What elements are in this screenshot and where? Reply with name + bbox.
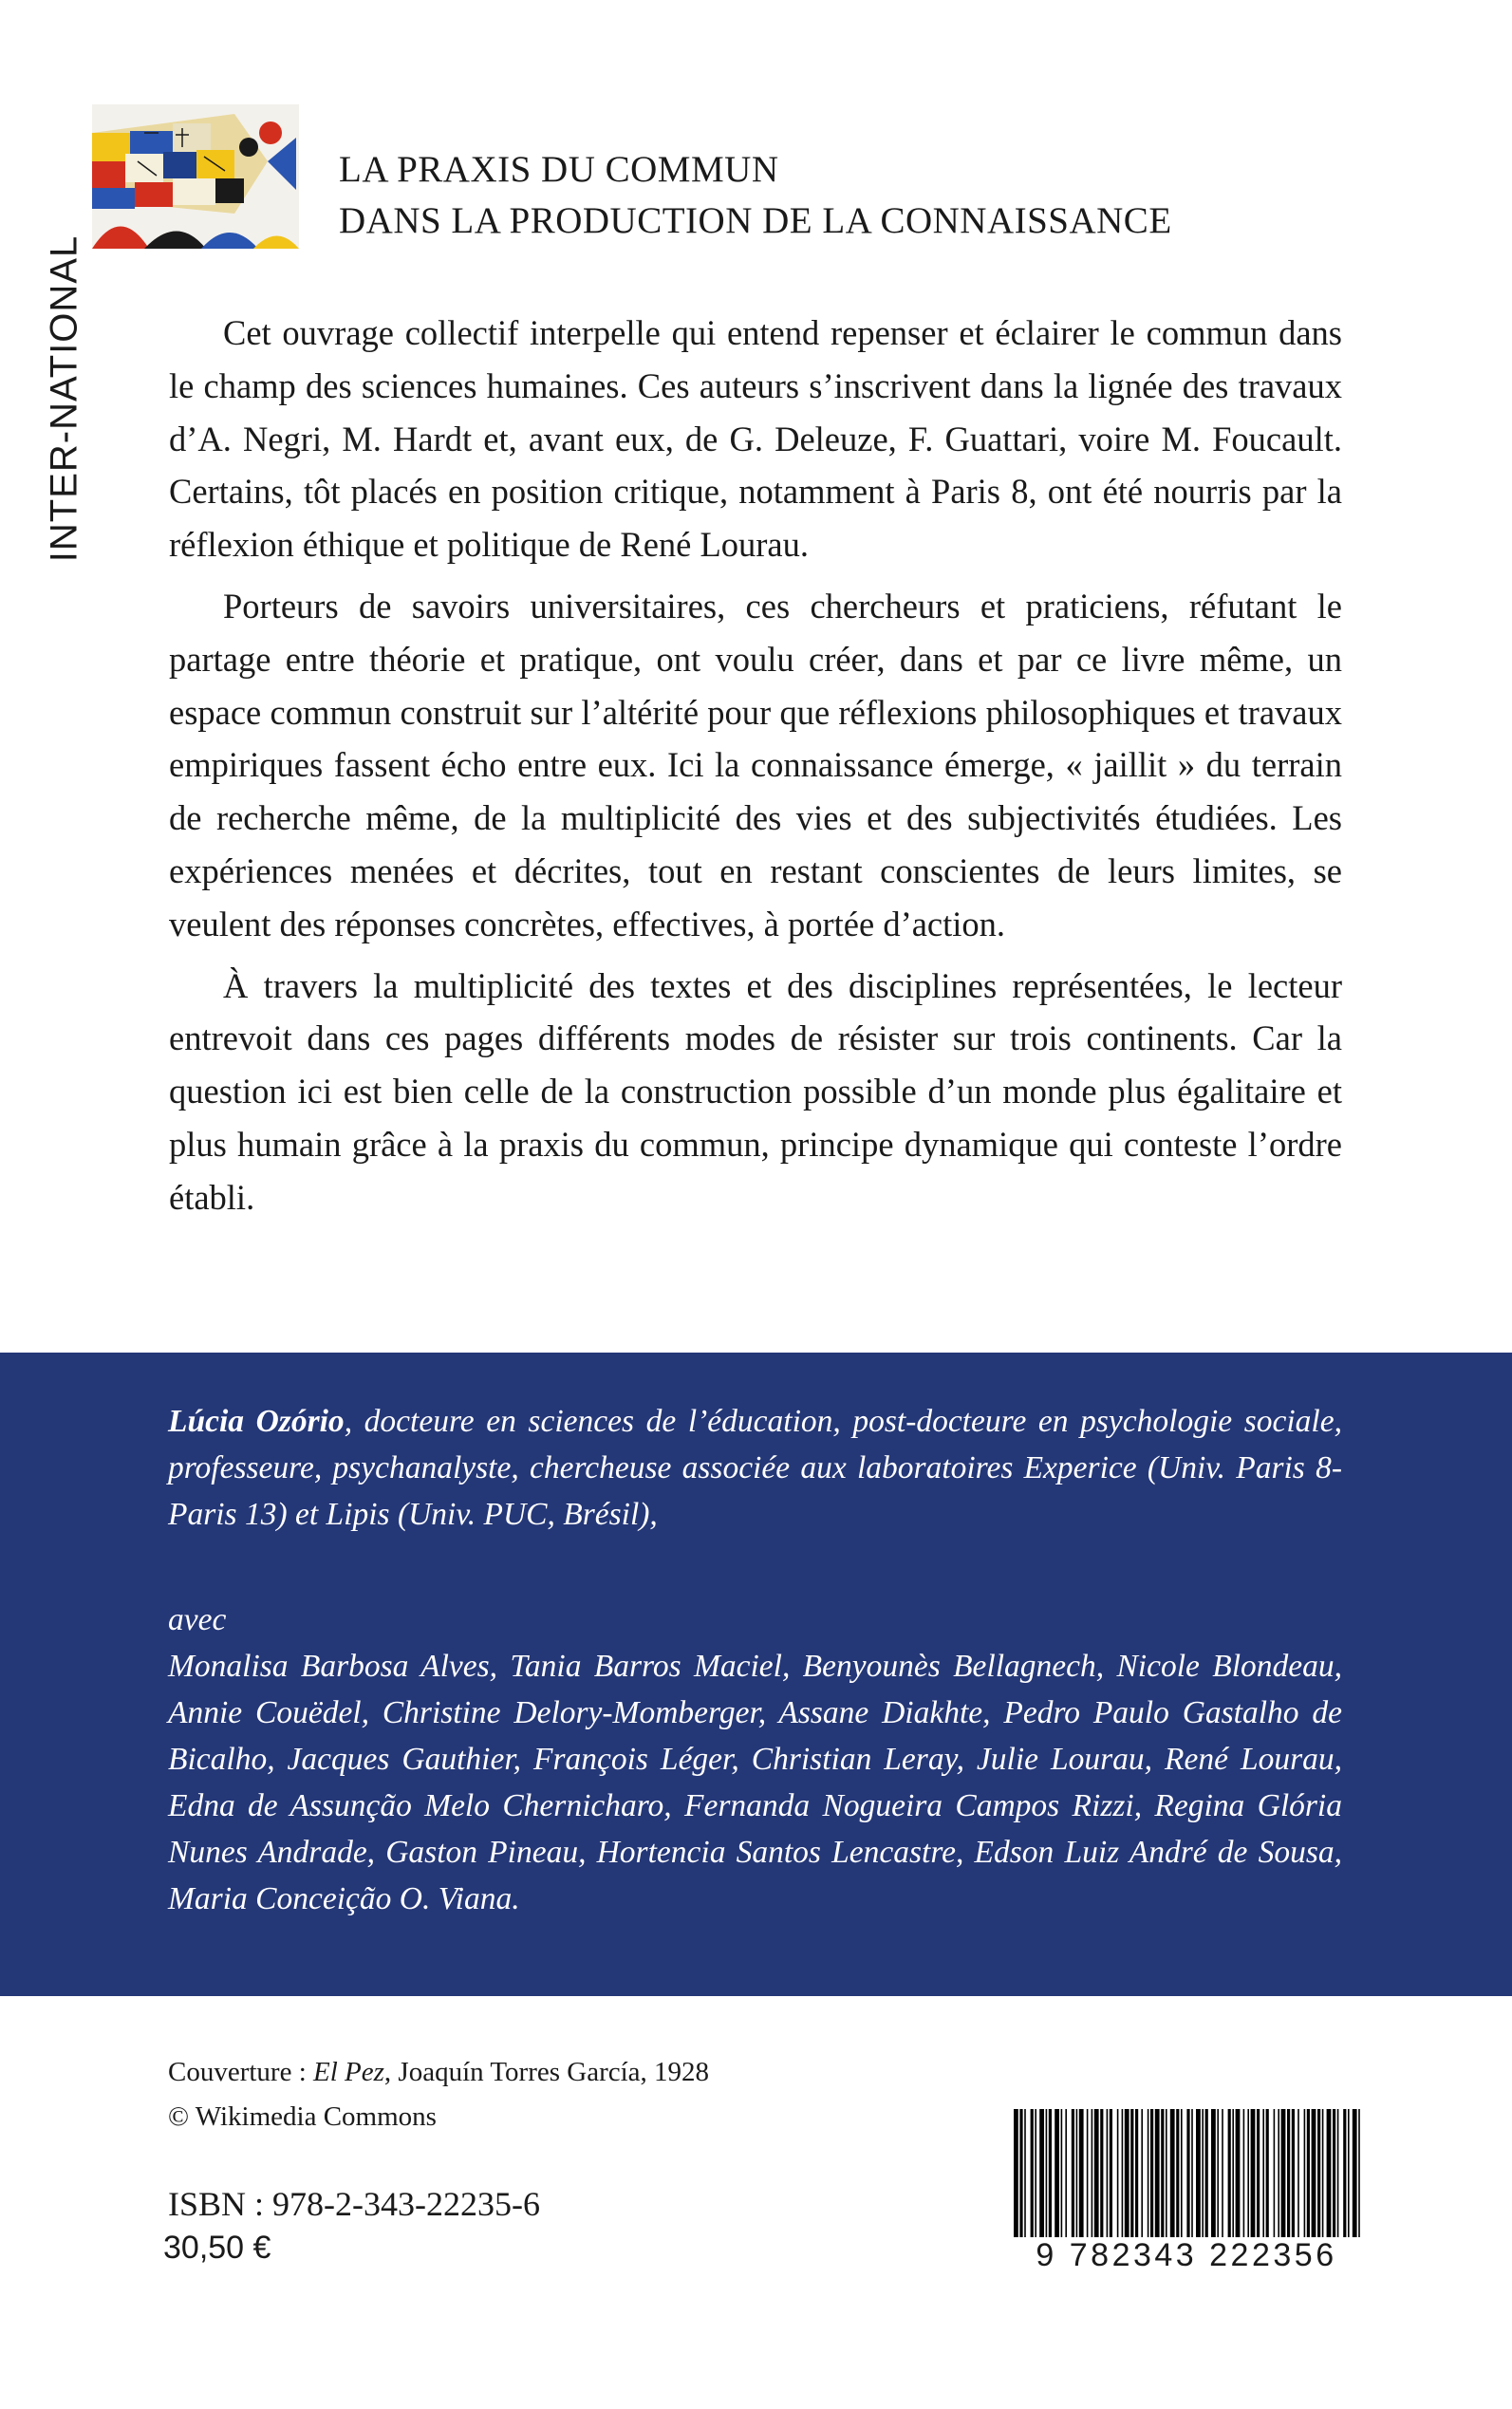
cover-credit-artist: , Joaquín Torres García, 1928 xyxy=(383,2057,710,2087)
barcode-bar xyxy=(1262,2109,1264,2238)
barcode-bar xyxy=(1333,2109,1335,2238)
barcode-bar xyxy=(1278,2109,1279,2238)
summary-paragraph: Cet ouvrage collectif interpelle qui entend repenser et éclairer le commun dans le champ des sciences humaines. Ces auteurs s’inscrivent dans la lignée des travaux d’A. Negri, M. Hardt et, avant eux, de G. Deleuze, F. Guattari, voire M. Foucault. Certains, tôt placés en position critique, notamment à Paris 8, ont été nourris par la réflexion éthique et politique de René Lourau. xyxy=(169,313,1342,565)
cover-credit-work: El Pez xyxy=(313,2057,384,2087)
title-line-2: DANS LA PRODUCTION DE LA CONNAISSANCE xyxy=(339,200,1172,241)
barcode-bar xyxy=(1304,2109,1306,2238)
barcode-bar xyxy=(1266,2109,1269,2238)
barcode-bar xyxy=(1079,2109,1084,2238)
barcode-bar xyxy=(1141,2109,1143,2238)
barcode-bar xyxy=(1287,2109,1290,2238)
barcode-bar xyxy=(1072,2109,1074,2238)
barcode-bar xyxy=(1161,2109,1164,2238)
barcode-bar xyxy=(1087,2109,1089,2238)
isbn-text: ISBN : 978-2-343-22235-6 xyxy=(168,2185,540,2223)
cover-credit-line xyxy=(168,2050,709,2095)
barcode-bar xyxy=(1247,2109,1249,2238)
barcode-bar xyxy=(1039,2109,1044,2238)
barcode-bar xyxy=(1322,2109,1324,2238)
barcode-bar xyxy=(1100,2109,1103,2238)
barcode-bar xyxy=(1155,2109,1160,2238)
barcode-bar xyxy=(1222,2109,1223,2238)
title-line-1: LA PRAXIS DU COMMUN xyxy=(339,149,779,190)
barcode-bar xyxy=(1243,2109,1245,2238)
cover-credit-prefix: Couverture : xyxy=(168,2057,314,2087)
barcode-bar xyxy=(1297,2109,1299,2238)
barcode-bar xyxy=(1343,2109,1346,2238)
barcode-bar xyxy=(1205,2109,1208,2238)
barcode-bar xyxy=(1076,2109,1078,2238)
barcode-bar xyxy=(1135,2109,1138,2238)
barcode-bar xyxy=(1274,2109,1276,2238)
barcode-bar xyxy=(1148,2109,1149,2238)
barcode-bar xyxy=(1292,2109,1295,2238)
barcode-bar xyxy=(1166,2109,1167,2238)
barcode-bar xyxy=(1117,2109,1119,2238)
barcode-bar xyxy=(1281,2109,1286,2238)
summary-paragraph: À travers la multiplicité des textes et des disciplines représentées, le lecteur entrevoit dans ces pages différents modes de résister sur trois continents. Car la question ici est bien celle de la construction possible d’un monde plus égalitaire et plus humain grâce à la praxis du commun, principe dynamique qui conteste l’ordre établi. xyxy=(169,965,1342,1217)
summary-paragraph: Porteurs de savoirs universitaires, ces chercheurs et praticiens, réfutant le partage entre théorie et pratique, ont voulu créer, dans et par ce livre même, un espace commun construit sur l’altérité pour que réflexions philosophiques et travaux empiriques fassent écho entre eux. Ici la connaissance émerge, « jaillit » du terrain de recherche même, de la multiplicité des vies et des subjectivités étudiées. Les expériences menées et décrites, tout en restant conscientes de leurs limites, se veulent des réponses concrètes, effectives, à portée d’action. xyxy=(169,586,1342,943)
cover-thumbnail xyxy=(92,104,299,249)
barcode-bar xyxy=(1327,2109,1332,2238)
barcode-bar xyxy=(1150,2109,1153,2238)
barcode-bar xyxy=(1107,2109,1109,2238)
barcode-bar xyxy=(1196,2109,1201,2238)
barcode-bar xyxy=(1337,2109,1339,2238)
barcode-bar xyxy=(1317,2109,1320,2238)
barcode-bar xyxy=(1236,2109,1241,2238)
avec-label: avec xyxy=(168,1602,227,1637)
barcode-bar xyxy=(1061,2109,1063,2238)
barcode-bar xyxy=(1024,2109,1026,2238)
collection-side-label: INTER-NATIONAL xyxy=(43,234,85,563)
barcode-bar xyxy=(1092,2109,1093,2238)
barcode-bar xyxy=(1130,2109,1133,2238)
barcode-bar xyxy=(1202,2109,1204,2238)
barcode-bar xyxy=(1122,2109,1124,2238)
barcode-bar xyxy=(1055,2109,1059,2238)
barcode-bar xyxy=(1191,2109,1193,2238)
barcode-bar xyxy=(1232,2109,1234,2238)
back-cover-summary xyxy=(169,307,1342,1233)
barcode-bar xyxy=(1228,2109,1231,2238)
barcode-bar xyxy=(1065,2109,1067,2238)
copyright-line: © Wikimedia Commons xyxy=(168,2101,437,2132)
author-name: Lúcia Ozório xyxy=(168,1404,345,1439)
barcode-bar xyxy=(1348,2109,1350,2238)
cover-credits xyxy=(168,2050,709,2139)
barcode-bar xyxy=(1110,2109,1112,2238)
price-text: 30,50 € xyxy=(163,2230,271,2266)
barcode-bar xyxy=(1031,2109,1034,2238)
barcode-bar xyxy=(1035,2109,1036,2238)
author-bio-paragraph xyxy=(168,1398,1342,1538)
barcode-bar xyxy=(1307,2109,1310,2238)
author-info xyxy=(168,1398,1342,1922)
book-title xyxy=(339,144,1430,247)
barcode-bar xyxy=(1049,2109,1052,2238)
barcode-bar xyxy=(1217,2109,1219,2238)
barcode xyxy=(1006,2109,1367,2277)
author-band xyxy=(0,1353,1512,1996)
barcode-bar xyxy=(1257,2109,1260,2238)
author-bio: , docteure en sciences de l’éducation, post-docteure en psychologie sociale, professeure, psychanalyste, chercheuse associée aux laboratoires Experice (Univ. Paris 8-Paris 13) et Lipis (Univ. PUC, Brésil), xyxy=(168,1404,1342,1532)
barcode-bar xyxy=(1312,2109,1316,2238)
barcode-bar xyxy=(1094,2109,1099,2238)
barcode-bar xyxy=(1181,2109,1183,2238)
barcode-bar xyxy=(1251,2109,1256,2238)
barcode-bar xyxy=(1186,2109,1189,2238)
barcode-number: 9 782343 222356 xyxy=(1006,2237,1367,2274)
barcode-bar xyxy=(1125,2109,1129,2238)
barcode-bar xyxy=(1211,2109,1216,2238)
contributors-list: Monalisa Barbosa Alves, Tania Barros Maciel, Benyounès Bellagnech, Nicole Blondeau, Annie Couëdel, Christine Delory-Momberger, Assane Diakhte, Pedro Paulo Gastalho de Bicalho, Jacques Gauthier, François Léger, Christian Leray, Julie Lourau, René Lourau, Edna de Assunção Melo Chernicharo, Fernanda Nogueira Campos Rizzi, Regina Glória Nunes Andrade, Gaston Pineau, Hortencia Santos Lencastre, Edson Luiz André de Sousa, Maria Conceição O. Viana. xyxy=(168,1649,1342,1916)
barcode-bar xyxy=(1046,2109,1048,2238)
